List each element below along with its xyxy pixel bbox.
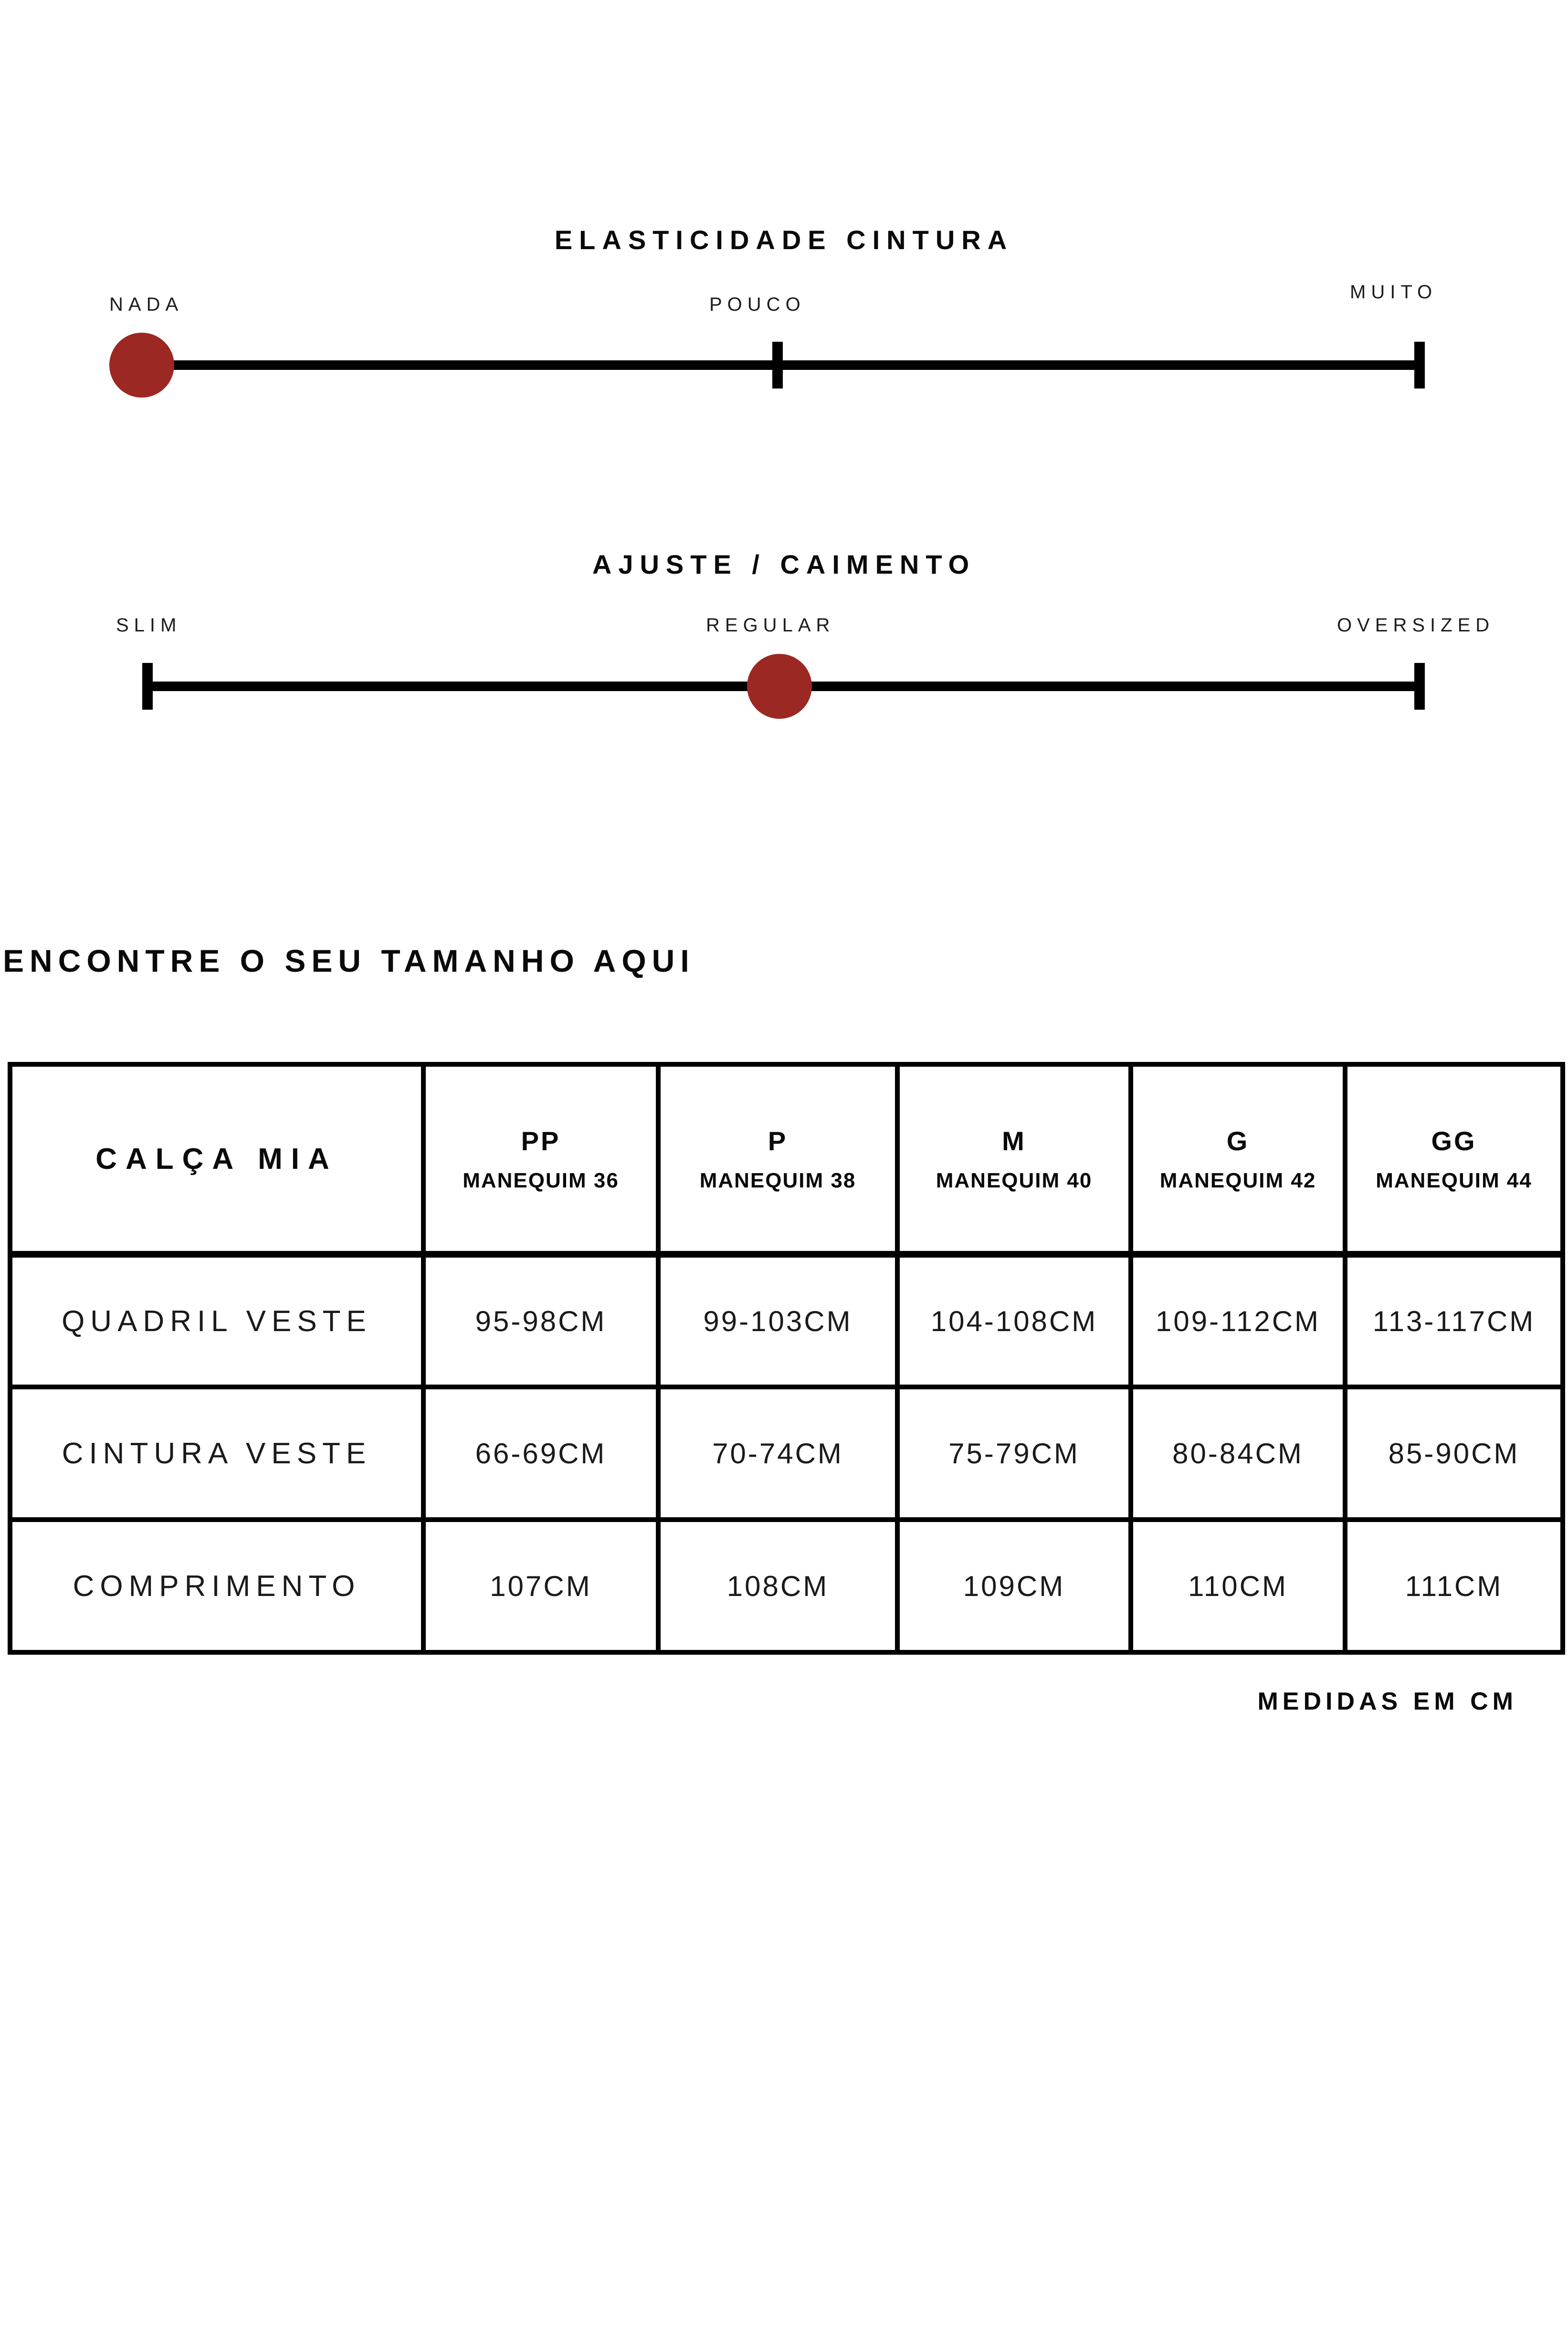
slider-tick-middle	[772, 342, 783, 388]
measurement-value: 110CM	[1188, 1570, 1288, 1602]
row-label-cell	[10, 1520, 423, 1652]
size-table	[8, 1062, 1565, 1655]
measurement-value: 109CM	[963, 1570, 1065, 1602]
measurement-value: 109-112CM	[1155, 1305, 1321, 1337]
value-cell	[658, 1254, 897, 1387]
value-cell	[423, 1520, 658, 1652]
slider-label-regular: REGULAR	[706, 615, 835, 636]
mannequin-label: MANEQUIM 40	[936, 1168, 1093, 1192]
measurement-value: 85-90CM	[1388, 1437, 1520, 1470]
size-col-m	[897, 1064, 1131, 1254]
value-cell	[423, 1387, 658, 1520]
size-col-pp	[423, 1064, 658, 1254]
slider-label-oversized: OVERSIZED	[1337, 615, 1495, 636]
slider-elasticidade-title: ELASTICIDADE CINTURA	[554, 225, 1014, 255]
mannequin-label: MANEQUIM 38	[699, 1168, 856, 1192]
table-row-cintura	[10, 1387, 1563, 1520]
slider-label-nada: NADA	[109, 294, 184, 315]
size-letter: GG	[1431, 1125, 1477, 1156]
row-label-cell	[10, 1387, 423, 1520]
size-letter: G	[1226, 1125, 1250, 1156]
size-col-p	[658, 1064, 897, 1254]
mannequin-label: MANEQUIM 42	[1159, 1168, 1316, 1192]
value-cell	[423, 1254, 658, 1387]
value-cell	[897, 1254, 1131, 1387]
measurement-value: 107CM	[490, 1570, 592, 1602]
measurement-value: 108CM	[726, 1570, 829, 1602]
mannequin-label: MANEQUIM 44	[1376, 1168, 1532, 1192]
value-cell	[1345, 1254, 1563, 1387]
size-letter: PP	[521, 1125, 561, 1156]
measurement-value: 66-69CM	[475, 1437, 607, 1470]
slider-label-slim: SLIM	[116, 615, 182, 636]
table-row-quadril	[10, 1254, 1563, 1387]
slider-label-muito: MUITO	[1350, 282, 1438, 303]
product-name-cell	[10, 1064, 423, 1254]
table-header-row	[10, 1064, 1563, 1254]
row-label-cell	[10, 1254, 423, 1387]
slider-label-pouco: POUCO	[709, 294, 806, 315]
slider-ajuste-title: AJUSTE / CAIMENTO	[592, 549, 976, 579]
size-col-g	[1131, 1064, 1345, 1254]
value-cell	[658, 1387, 897, 1520]
size-letter: P	[768, 1125, 788, 1156]
table-row-comprimento	[10, 1520, 1563, 1652]
size-col-gg	[1345, 1064, 1563, 1254]
slider-dot-indicator	[109, 333, 174, 398]
value-cell	[1345, 1387, 1563, 1520]
value-cell	[897, 1520, 1131, 1652]
size-section-heading: ENCONTRE O SEU TAMANHO AQUI	[3, 943, 695, 978]
value-cell	[1131, 1254, 1345, 1387]
mannequin-label: MANEQUIM 36	[463, 1168, 619, 1192]
row-label: CINTURA VESTE	[62, 1437, 372, 1470]
measurement-value: 70-74CM	[712, 1437, 843, 1470]
slider-dot-indicator	[747, 654, 812, 719]
value-cell	[1131, 1520, 1345, 1652]
value-cell	[1345, 1520, 1563, 1652]
measurement-value: 80-84CM	[1172, 1437, 1304, 1470]
row-label: QUADRIL VESTE	[62, 1304, 372, 1338]
value-cell	[1131, 1387, 1345, 1520]
value-cell	[897, 1387, 1131, 1520]
slider-tick-end	[1414, 663, 1425, 710]
measurement-value: 104-108CM	[930, 1305, 1098, 1337]
measurement-value: 113-117CM	[1372, 1305, 1536, 1337]
measurement-value: 99-103CM	[703, 1305, 852, 1337]
measurement-value: 95-98CM	[475, 1305, 607, 1337]
measurement-value: 75-79CM	[948, 1437, 1080, 1470]
measurements-note: MEDIDAS EM CM	[1257, 1688, 1517, 1715]
row-label: COMPRIMENTO	[73, 1569, 361, 1603]
value-cell	[658, 1520, 897, 1652]
slider-tick-end	[1414, 342, 1425, 388]
slider-tick-start	[142, 663, 153, 710]
size-letter: M	[1002, 1125, 1026, 1156]
product-name: CALÇA MIA	[95, 1142, 338, 1176]
measurement-value: 111CM	[1405, 1570, 1503, 1602]
